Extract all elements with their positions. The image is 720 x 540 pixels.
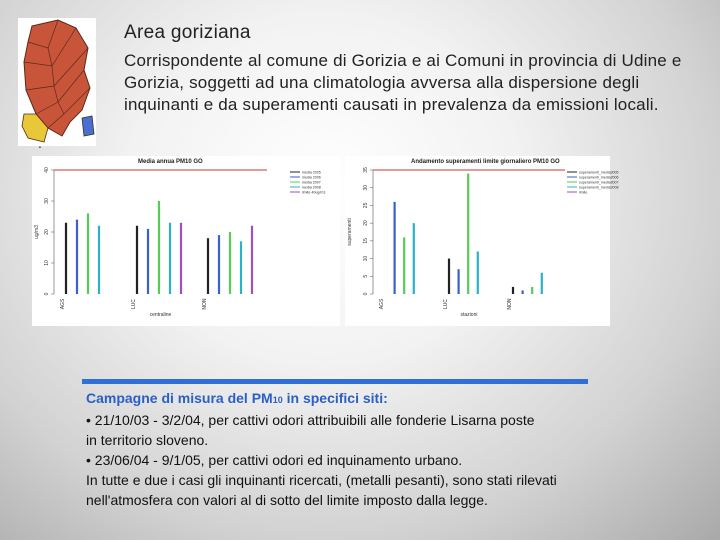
y-tick-label: 40 <box>44 167 50 173</box>
x-axis-label: centraline <box>149 312 172 318</box>
campaign-section <box>86 388 646 510</box>
chart-title: Andamento superamenti limite giornaliero PM10 GO <box>411 159 560 165</box>
legend-entry: limite <box>579 190 588 195</box>
y-tick-label: 25 <box>363 202 369 209</box>
page-title: Area goriziana <box>124 22 251 43</box>
y-tick-label: 30 <box>44 198 50 204</box>
campaign-heading-post: in specifici siti: <box>282 390 388 406</box>
y-axis-label: superamenti <box>347 218 353 246</box>
campaign-line: In tutte e due i casi gli inquinanti ricercati, (metalli pesanti), sono stati rilevati <box>86 472 557 488</box>
legend-entry: media 2006 <box>302 175 321 180</box>
chart-exceedances <box>345 156 619 326</box>
legend-entry: superamenti_media2007 <box>579 180 619 185</box>
campaign-line: • 21/10/03 - 3/2/04, per cattivi odori attribuibili alle fonderie Lisarna poste <box>86 412 535 428</box>
divider-rule <box>82 379 588 384</box>
legend-entry: limite 40ug/m3 <box>302 190 326 195</box>
campaign-heading-sub: 10 <box>272 395 283 405</box>
campaign-heading-pre: Campagne di misura del PM <box>86 390 273 406</box>
campaign-line: in territorio sloveno. <box>86 432 209 448</box>
campaign-line: nell'atmosfera con valori al di sotto del limite imposto dalla legge. <box>86 492 488 508</box>
y-tick-label: 5 <box>363 274 369 278</box>
x-tick-label: LUC <box>131 298 137 310</box>
legend-entry: superamenti_media2008 <box>579 185 619 190</box>
y-tick-label: 30 <box>363 184 369 191</box>
x-tick-label: AGS <box>60 298 66 310</box>
y-tick-label: 35 <box>363 167 369 173</box>
y-tick-label: 20 <box>44 229 50 235</box>
y-tick-label: 0 <box>363 292 369 296</box>
bullet-mark: . <box>38 135 42 151</box>
chart-exceedances-svg <box>345 156 619 326</box>
x-tick-label: NON <box>507 298 513 310</box>
area-description: Corrispondente al comune di Gorizia e ai Comuni in provincia di Udine e Gorizia, soggetti ad una climatologia avversa alla dispersione degli inquinanti e da superamenti causati in prevalenza da emissioni locali. <box>124 51 682 114</box>
x-tick-label: NON <box>202 298 208 310</box>
y-tick-label: 15 <box>363 238 369 244</box>
chart-annual-mean <box>32 156 340 326</box>
y-tick-label: 0 <box>44 292 50 296</box>
province-map <box>18 18 96 146</box>
campaign-heading <box>86 388 646 410</box>
chart-title: Media annua PM10 GO <box>138 159 203 165</box>
campaign-line: • 23/06/04 - 9/1/05, per cattivi odori ed inquinamento urbano. <box>86 452 463 468</box>
y-tick-label: 10 <box>363 255 369 262</box>
x-tick-label: AGS <box>379 298 385 310</box>
x-axis-label: stazioni <box>460 312 478 318</box>
legend-entry: superamenti_media2005 <box>579 170 619 175</box>
legend-entry: media 2008 <box>302 185 321 190</box>
y-tick-label: 10 <box>44 260 50 266</box>
legend-entry: media 2007 <box>302 180 321 185</box>
y-tick-label: 20 <box>363 220 369 226</box>
y-axis-label: ug/m3 <box>34 225 40 239</box>
chart-annual-mean-svg <box>32 156 340 326</box>
x-tick-label: LUC <box>443 298 449 310</box>
legend-entry: superamenti_media2006 <box>579 175 619 180</box>
legend-entry: media 2005 <box>302 170 321 175</box>
